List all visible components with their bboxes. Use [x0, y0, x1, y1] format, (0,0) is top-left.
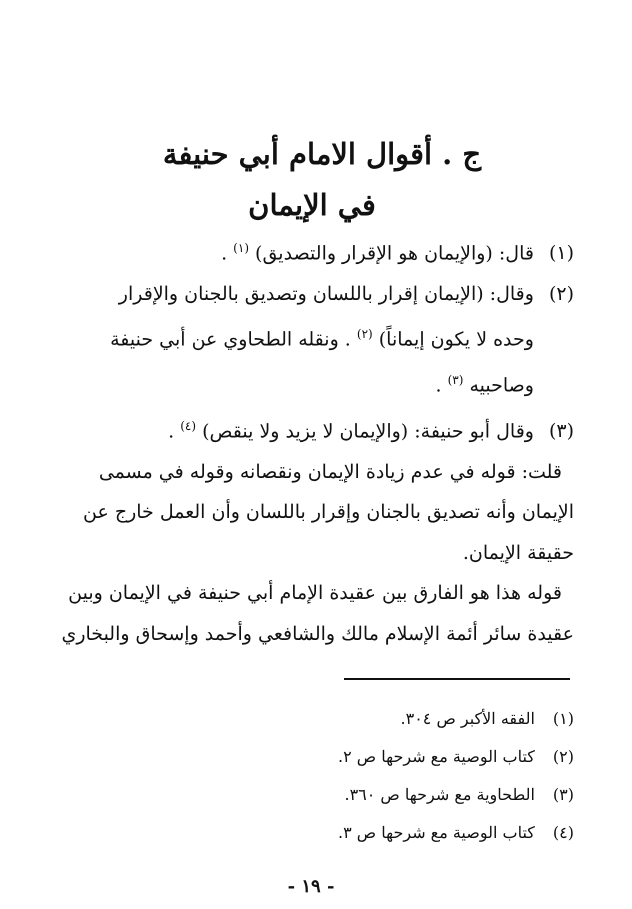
quote-item-2-cont2 [54, 360, 574, 406]
item-text-line3: وصاحبيه [469, 374, 534, 397]
item-text: وقال أبو حنيفة: (والإيمان لا يزيد ولا ينقص) [202, 420, 534, 443]
main-text [54, 228, 574, 654]
footnote-ref: (٤) [180, 418, 197, 433]
quote-item-3 [54, 406, 574, 452]
paragraph-1-line2: الإيمان وأنه تصديق بالجنان وإقرار باللسان وأن العمل خارج عن [82, 501, 574, 524]
footnote-divider [344, 678, 570, 680]
section-title: ج . أقوال الامام أبي حنيفة [162, 137, 482, 171]
quote-item-2 [54, 274, 574, 315]
footnote-number: (٤) [552, 823, 574, 842]
paragraph-2-line1: قوله هذا هو الفارق بين عقيدة الإمام أبي حنيفة في الإيمان وبين [68, 582, 562, 605]
footnotes [274, 700, 574, 852]
footnote-ref: (٣) [447, 373, 464, 388]
footnote-2 [274, 738, 574, 776]
footnote-ref: (١) [233, 241, 249, 255]
item-text: قال: (والإيمان هو الإقرار والتصديق) [255, 242, 534, 265]
item-number: (١) [548, 242, 574, 265]
footnote-number: (٢) [552, 747, 574, 766]
item-end: . [435, 374, 442, 397]
item-text-line1: وقال: (الإيمان إقرار باللسان وتصديق بالجنان والإقرار [118, 282, 534, 305]
paragraph-2-line2: عقيدة سائر أئمة الإسلام مالك والشافعي وأحمد وإسحاق والبخاري [61, 622, 574, 645]
footnote-number: (٣) [552, 785, 574, 804]
footnote-4 [274, 814, 574, 852]
item-text-line2: وحده لا يكون إيماناً) [378, 328, 534, 351]
quote-item-1 [54, 228, 574, 274]
footnote-3 [274, 776, 574, 814]
item-text-line2b: . ونقله الطحاوي عن أبي حنيفة [110, 328, 351, 351]
item-end: . [168, 420, 175, 443]
footnote-number: (١) [552, 709, 574, 728]
footnote-text: كتاب الوصية مع شرحها ص ٣. [338, 823, 535, 842]
footnote-text: الفقه الأكبر ص ٣٠٤. [400, 709, 535, 728]
section-subtitle: في الإيمان [248, 188, 376, 222]
footnote-text: الطحاوية مع شرحها ص ٣٦٠. [344, 785, 535, 804]
item-number: (٢) [548, 282, 574, 305]
item-end: . [221, 242, 228, 265]
page-number: - ١٩ - [287, 876, 335, 897]
footnote-ref: (٢) [356, 327, 373, 342]
paragraph-1-line1: قلت: قوله في عدم زيادة الإيمان ونقصانه وقوله في مسمى [98, 460, 562, 483]
paragraph-1-line3: حقيقة الإيمان. [462, 541, 574, 564]
item-number: (٣) [548, 420, 574, 443]
footnote-text: كتاب الوصية مع شرحها ص ٢. [338, 747, 535, 766]
quote-item-2-cont [54, 314, 574, 360]
footnote-1 [274, 700, 574, 738]
